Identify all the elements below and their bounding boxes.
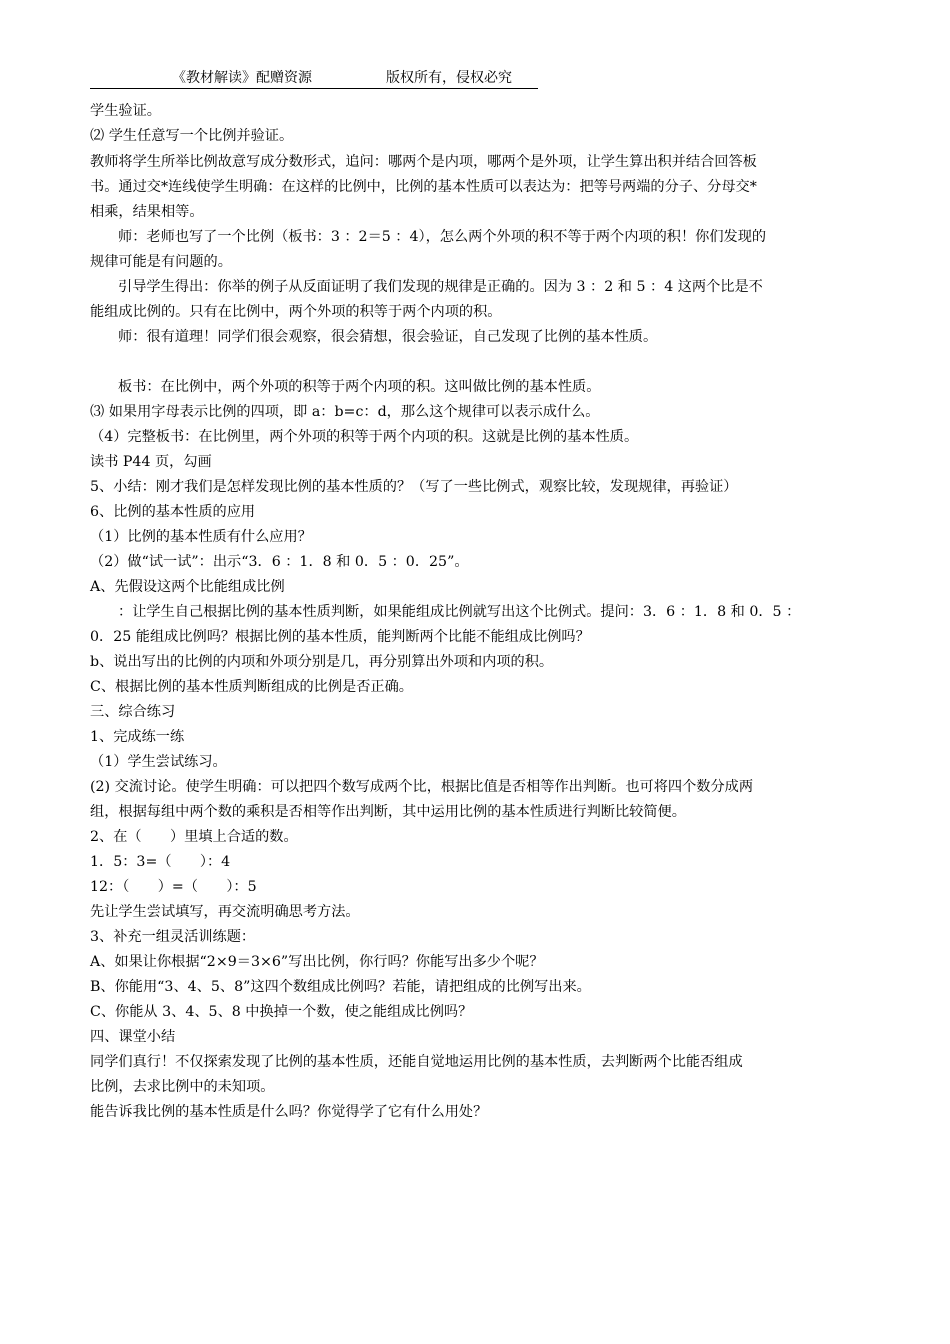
text-line: 组，根据每组中两个数的乘积是否相等作出判断，其中运用比例的基本性质进行判断比较简便。: [90, 804, 686, 820]
text-line: 3、补充一组灵活训练题：: [90, 929, 256, 945]
text-line: ⑵ 学生任意写一个比例并验证。: [90, 128, 294, 144]
page-header: [90, 68, 538, 89]
text-line: 先让学生尝试填写，再交流明确思考方法。: [90, 904, 360, 920]
text-line: 6、比例的基本性质的应用: [90, 504, 256, 520]
text-line: 相乘，结果相等。: [90, 204, 204, 220]
text-line: A、先假设这两个比能组成比例: [90, 579, 285, 595]
text-line: 规律可能是有问题的。: [90, 254, 232, 270]
text-line: ：让学生自己根据比例的基本性质判断，如果能组成比例就写出这个比例式。提问：3．6 ：1．8 和 0．5 ：: [118, 604, 801, 620]
text-line: 学生验证。: [90, 103, 161, 119]
text-line: （1）学生尝试练习。: [90, 754, 227, 770]
text-line: 0．25 能组成比例吗？根据比例的基本性质，能判断两个比能不能组成比例吗？: [90, 629, 590, 645]
text-line: 引导学生得出：你举的例子从反面证明了我们发现的规律是正确的。因为 3 ：2 和 5 ：4 这两个比是不: [118, 279, 763, 295]
text-line: 书。通过交*连线使学生明确：在这样的比例中，比例的基本性质可以表达为：把等号两端的分子、分母交*: [90, 179, 757, 195]
text-line: （2）做“试一试”：出示“3．6 ：1．8 和 0．5 ：0．25”。: [90, 554, 469, 570]
text-line: （1）比例的基本性质有什么应用？: [90, 529, 312, 545]
text-line: 师：老师也写了一个比例（板书：3 ：2＝5 ：4），怎么两个外项的积不等于两个内项的积！你们发现的: [118, 229, 767, 245]
text-line: 能告诉我比例的基本性质是什么吗？你觉得学了它有什么用处？: [90, 1104, 488, 1120]
text-line: （4）完整板书：在比例里，两个外项的积等于两个内项的积。这就是比例的基本性质。: [90, 429, 639, 445]
text-line: 能组成比例的。只有在比例中，两个外项的积等于两个内项的积。: [90, 304, 502, 320]
text-line: 1、完成练一练: [90, 729, 185, 745]
text-line: 1．5：3=（ ）：4: [90, 854, 231, 870]
text-line: 同学们真行！不仅探索发现了比例的基本性质，还能自觉地运用比例的基本性质，去判断两个比能否组成: [90, 1054, 743, 1070]
text-line: 师：很有道理！同学们很会观察，很会猜想，很会验证，自己发现了比例的基本性质。: [118, 329, 658, 345]
text-line: 教师将学生所举比例故意写成分数形式，追问：哪两个是内项，哪两个是外项，让学生算出积并结合回答板: [90, 154, 757, 170]
text-line: B、你能用“3、4、5、8”这四个数组成比例吗？若能，请把组成的比例写出来。: [90, 979, 591, 995]
text-line: (2) 交流讨论。使学生明确：可以把四个数写成两个比，根据比值是否相等作出判断。也可将四个数分成两: [90, 779, 754, 795]
text-line: C、根据比例的基本性质判断组成的比例是否正确。: [90, 679, 413, 695]
text-line: 三、综合练习: [90, 704, 176, 720]
text-line: 四、课堂小结: [90, 1029, 176, 1045]
text-line: 板书：在比例中，两个外项的积等于两个内项的积。这叫做比例的基本性质。: [118, 379, 601, 395]
header-copyright: 版权所有，侵权必究: [386, 70, 512, 86]
text-line: b、说出写出的比例的内项和外项分别是几，再分别算出外项和内项的积。: [90, 654, 554, 670]
text-line: A、如果让你根据“2×9＝3×6”写出比例，你行吗？你能写出多少个呢？: [90, 954, 544, 970]
header-source: 《教材解读》配赠资源: [172, 70, 312, 86]
text-line: 5、小结：刚才我们是怎样发现比例的基本性质的？（写了一些比例式，观察比较，发现规律，再验证）: [90, 479, 738, 495]
text-line: 读书 P44 页，勾画: [90, 454, 212, 470]
text-line: 2、在（ ）里填上合适的数。: [90, 829, 298, 845]
text-line: 12：（ ）=（ ）：5: [90, 879, 257, 895]
text-line: C、你能从 3、4、5、8 中换掉一个数，使之能组成比例吗？: [90, 1004, 473, 1020]
text-line: 比例，去求比例中的未知项。: [90, 1079, 275, 1095]
text-line: ⑶ 如果用字母表示比例的四项，即 a：b=c：d，那么这个规律可以表示成什么。: [90, 404, 600, 420]
